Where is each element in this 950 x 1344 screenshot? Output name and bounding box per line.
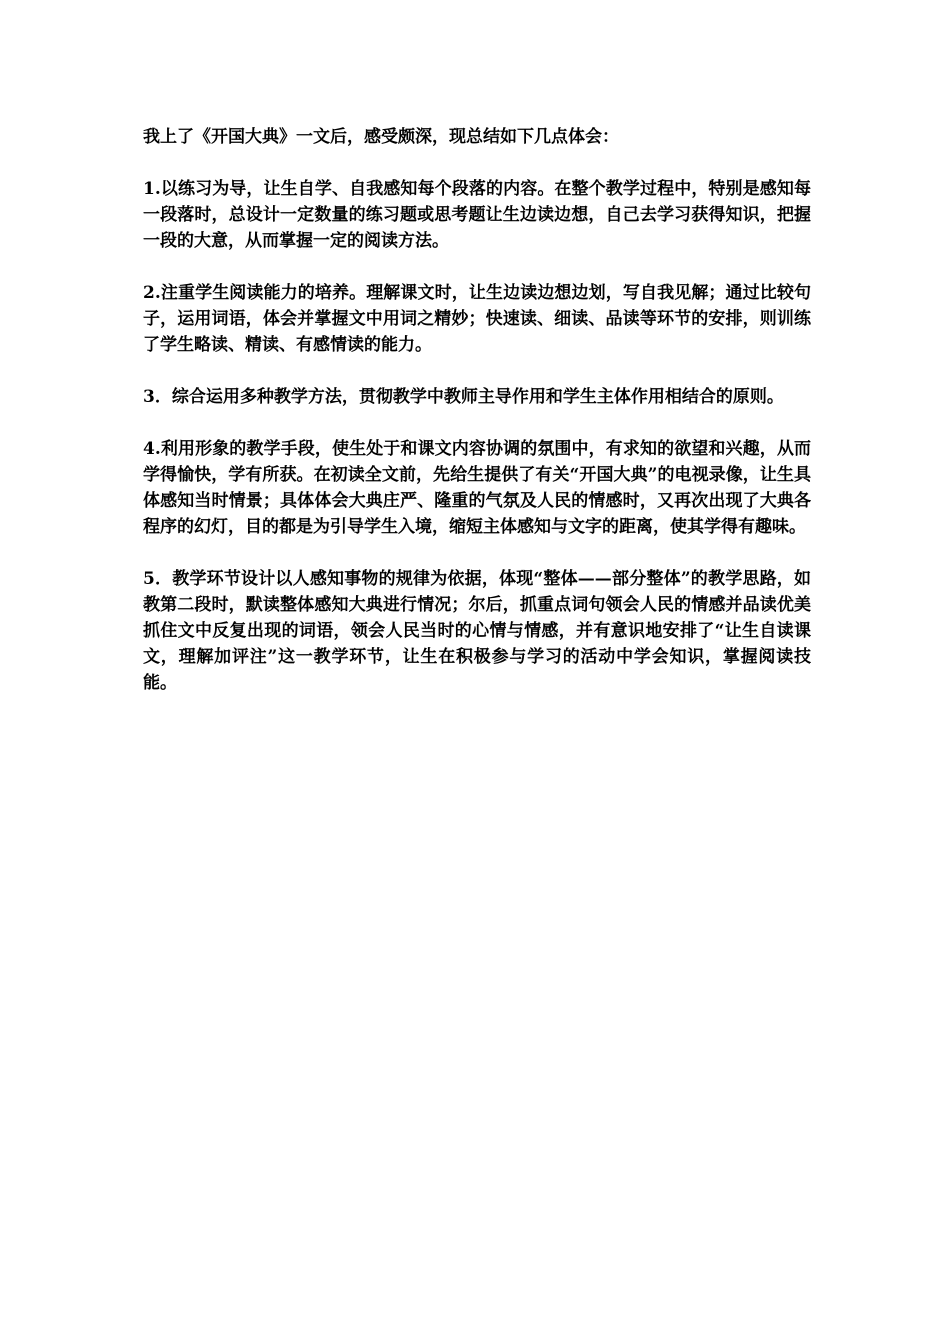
point-paragraph-3: 3．综合运用多种教学方法，贯彻教学中教师主导作用和学生主体作用相结合的原则。 [143,387,784,407]
point-paragraph-1: 1.以练习为导，让生自学、自我感知每个段落的内容。在整个教学过程中，特别是感知每一段落时，总设计一定数量的练习题或思考题让生边读边想，自己去学习获得知识，把握一段的大意，从而掌握一定的阅读方法。 [143,179,811,251]
point-paragraph-5: 5．教学环节设计以人感知事物的规律为依据，体现“整体——部分整体”的教学思路，如教第二段时，默读整体感知大典进行情况；尔后，抓重点词句领会人民的情感并品读优美抓住文中反复出现的词语，领会人民当时的心情与情感，并有意识地安排了“让生自读课文，理解加评注”这一教学环节，让生在积极参与学习的活动中学会知识，掌握阅读技能。 [143,569,811,693]
point-paragraph-2: 2.注重学生阅读能力的培养。理解课文时，让生边读边想边划，写自我见解；通过比较句子，运用词语，体会并掌握文中用词之精妙；快速读、细读、品读等环节的安排，则训练了学生略读、精读、有感情读的能力。 [143,283,811,355]
document-page [143,124,811,722]
intro-paragraph: 我上了《开国大典》一文后，感受颇深，现总结如下几点体会： [143,127,619,147]
point-paragraph-4: 4.利用形象的教学手段，使生处于和课文内容协调的氛围中，有求知的欲望和兴趣，从而学得愉快，学有所获。在初读全文前，先给生提供了有关“开国大典”的电视录像，让生具体感知当时情景；具体体会大典庄严、隆重的气氛及人民的情感时，又再次出现了大典各程序的幻灯，目的都是为引导学生入境，缩短主体感知与文字的距离，使其学得有趣味。 [143,439,811,537]
